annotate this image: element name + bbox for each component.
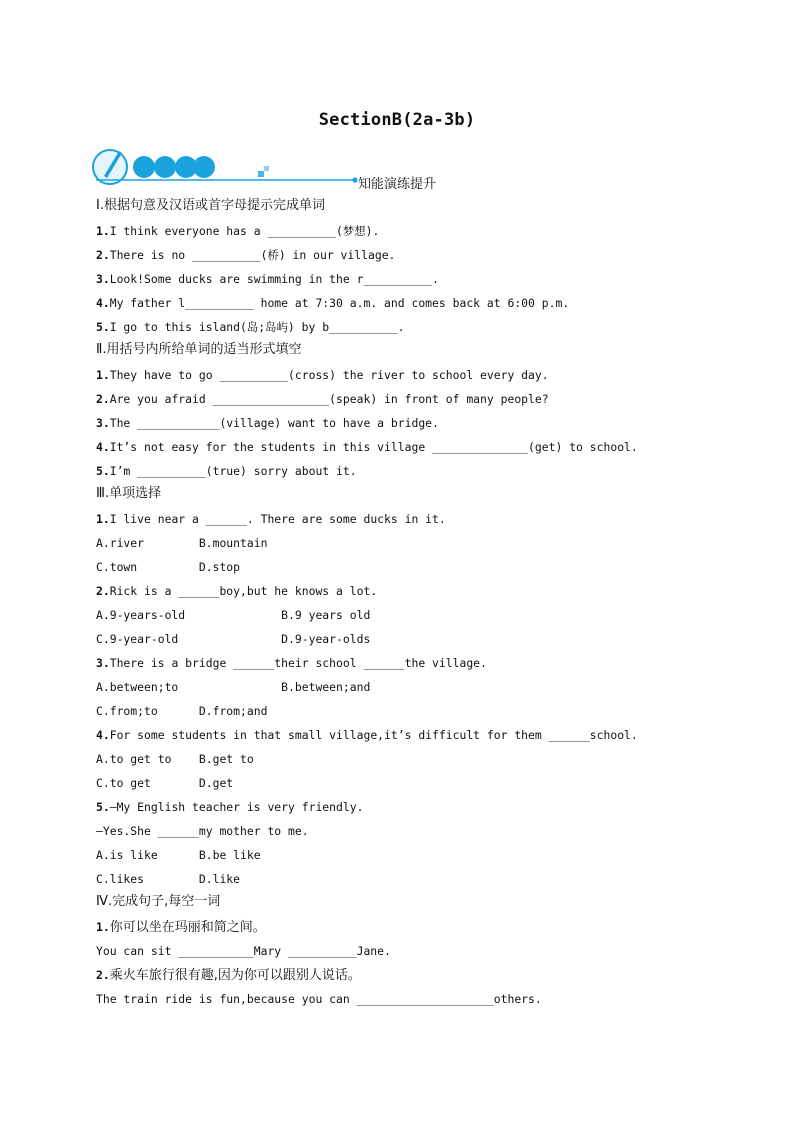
question-number: 5.: [96, 464, 110, 478]
question-line: [96, 440, 638, 454]
question-text: 乘火车旅行很有趣,因为你可以跟别人说话。: [109, 968, 361, 983]
question-line: [96, 800, 363, 814]
question-line: [96, 248, 395, 262]
question-text: C.town D.stop: [96, 560, 241, 574]
question-number: 3.: [96, 656, 110, 670]
question-text: 你可以坐在玛丽和简之间。: [109, 920, 266, 935]
answer-options: [96, 536, 267, 550]
question-number: 1.: [96, 512, 110, 526]
question-line: [96, 728, 638, 742]
answer-options: [96, 752, 254, 766]
banner-label: 知能演练提升: [358, 177, 437, 192]
question-text: C.9-year-old D.9-year-olds: [96, 632, 371, 646]
question-number: 1.: [96, 920, 110, 934]
answer-options: [96, 872, 240, 886]
question-text: For some students in that small village,it’s difficult for them ______school.: [109, 728, 638, 742]
question-number: 4.: [96, 440, 110, 454]
banner-rule-dot: [352, 177, 357, 182]
question-number: 5.: [96, 320, 110, 334]
question-number: 4.: [96, 728, 110, 742]
answer-options: [96, 776, 233, 790]
question-text: My father l__________ home at 7:30 a.m. and comes back at 6:00 p.m.: [109, 296, 570, 310]
question-number: 1.: [96, 224, 110, 238]
question-line: [96, 272, 439, 286]
text-line: [96, 992, 542, 1006]
question-text: They have to go __________(cross) the river to school every day.: [109, 368, 549, 382]
question-text: You can sit ___________Mary __________Jane.: [96, 944, 391, 958]
page-title: SectionB(2a-3b): [318, 110, 476, 130]
question-text: The ____________(village) want to have a bridge.: [109, 416, 439, 430]
question-number: 2.: [96, 248, 110, 262]
question-text: I live near a ______. There are some ducks in it.: [109, 512, 446, 526]
decor-dot: [193, 156, 215, 178]
question-number: 1.: [96, 368, 110, 382]
question-text: A.between;to B.between;and: [96, 680, 371, 694]
question-text: Look!Some ducks are swimming in the r__________.: [109, 272, 439, 286]
answer-options: [96, 680, 370, 694]
text-line: [96, 824, 309, 838]
question-line: [96, 656, 487, 670]
question-text: The train ride is fun,because you can ____________________others.: [96, 992, 542, 1006]
question-text: A.to get to B.get to: [96, 752, 254, 766]
question-text: —Yes.She ______my mother to me.: [96, 824, 309, 838]
question-text: It’s not easy for the students in this village ______________(get) to school.: [109, 440, 638, 454]
question-text: Are you afraid _________________(speak) in front of many people?: [109, 392, 549, 406]
question-line: [96, 512, 446, 526]
question-text: I think everyone has a __________(梦想).: [109, 224, 380, 238]
decor-square: [264, 166, 269, 171]
answer-options: [96, 560, 240, 574]
question-text: A.river B.mountain: [96, 536, 268, 550]
question-number: 5.: [96, 800, 110, 814]
question-number: 3.: [96, 416, 110, 430]
question-text: C.likes D.like: [96, 872, 241, 886]
question-line: [96, 296, 569, 310]
question-number: 2.: [96, 584, 110, 598]
question-line: [96, 920, 266, 935]
answer-options: [96, 848, 261, 862]
question-number: 4.: [96, 296, 110, 310]
question-line: [96, 224, 379, 238]
question-text: I’m __________(true) sorry about it.: [109, 464, 357, 478]
question-line: [96, 392, 549, 406]
decor-dot: [154, 156, 176, 178]
section-heading: Ⅲ.单项选择: [96, 486, 162, 501]
question-number: 3.: [96, 272, 110, 286]
section-heading: Ⅱ.用括号内所给单词的适当形式填空: [96, 342, 302, 357]
question-text: —My English teacher is very friendly.: [109, 800, 364, 814]
question-text: There is no __________(桥) in our village.: [109, 248, 396, 262]
section-banner: [92, 142, 452, 192]
decor-dot: [133, 156, 155, 178]
question-text: A.9-years-old B.9 years old: [96, 608, 371, 622]
question-line: [96, 320, 405, 334]
question-text: C.to get D.get: [96, 776, 234, 790]
question-line: [96, 584, 377, 598]
answer-options: [96, 608, 370, 622]
question-line: [96, 368, 549, 382]
text-line: [96, 944, 391, 958]
question-number: 2.: [96, 968, 110, 982]
question-text: There is a bridge ______their school ______the village.: [109, 656, 487, 670]
section-heading: Ⅰ.根据句意及汉语或首字母提示完成单词: [96, 198, 325, 213]
question-text: Rick is a ______boy,but he knows a lot.: [109, 584, 378, 598]
answer-options: [96, 704, 267, 718]
question-text: A.is like B.be like: [96, 848, 261, 862]
question-text: C.from;to D.from;and: [96, 704, 268, 718]
decor-square: [258, 171, 264, 177]
section-heading: Ⅳ.完成句子,每空一词: [96, 894, 221, 909]
question-line: [96, 968, 361, 983]
question-text: I go to this island(岛;岛屿) by b__________.: [109, 320, 405, 334]
question-line: [96, 464, 357, 478]
question-number: 2.: [96, 392, 110, 406]
question-line: [96, 416, 439, 430]
answer-options: [96, 632, 370, 646]
